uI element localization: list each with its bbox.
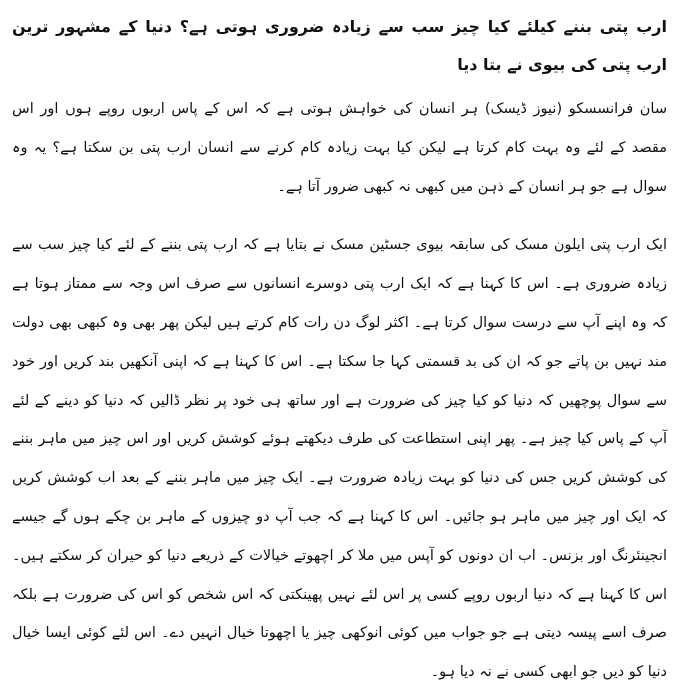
article-paragraph-body: ایک ارب پتی ایلون مسک کی سابقہ بیوی جسٹین مسک نے بتایا ہے کہ ارب پتی بننے کے لئے کیا چیز سب سے زیادہ ضروری ہے۔ اس کا کہنا ہے کہ ایک ارب پتی دوسرے انسانوں سے صرف اس وجہ سے ممتاز ہوتا ہے کہ وہ اپنے آپ سے درست سوال کرتا ہے۔ اکثر لوگ دن رات کام کرتے ہیں لیکن پھر بھی وہ کبھی بھی دولت مند نہیں بن پاتے جو کہ ان کی بد قسمتی کہا جا سکتا ہے۔ اس کا کہنا ہے کہ اپنی آنکھیں بند کریں اور خود سے سوال پوچھیں کہ دنیا کو کیا چیز کی ضرورت ہے اور ساتھ ہی خود پر نظر ڈالیں کہ دنیا کو دینے کے لئے آپ کے پاس کیا چیز ہے۔ پھر اپنی استطاعت کی طرف دیکھتے ہوئے کوشش کریں اور اس چیز میں ماہر بننے کی کوشش کریں جس کی دنیا کو بہت زیادہ ضرورت ہے۔ ایک چیز میں ماہر بننے کے بعد اب کوشش کریں کہ ایک اور چیز میں ماہر ہو جائیں۔ اس کا کہنا ہے کہ جب آپ دو چیزوں کے ماہر بن چکے ہوں گے جیسے انجینئرنگ اور بزنس۔ اب ان دونوں کو آپس میں ملا کر اچھوتے خیالات کے ذریعے دنیا کو حیران کر سکتے ہیں۔ اس کا کہنا ہے کہ دنیا اربوں روپے کسی پر اس لئے نہیں پھینکتی کہ اس شخص کو اس کی ضرورت ہے بلکہ صرف اسے پیسہ دیتی ہے جو جواب میں کوئی انوکھی چیز یا اچھوتا خیال انہیں دے۔ اس لئے کوئی ایسا خیال دنیا کو دیں جو ابھی کسی نے نہ دیا ہو۔ [12,237,667,681]
article [12,8,667,692]
article-paragraph-intro: سان فرانسسکو (نیوز ڈیسک) ہر انسان کی خواہش ہوتی ہے کہ اس کے پاس اربوں روپے ہوں اور اس مقصد کے لئے وہ بہت کام کرتا ہے لیکن کیا بہت زیادہ کام کرنے سے انسان ارب پتی بن سکتا ہے؟ یہ وہ سوال ہے جو ہر انسان کے ذہن میں کبھی نہ کبھی ضرور آتا ہے۔ [12,101,667,195]
article-headline: ارب پتی بننے کیلئے کیا چیز سب سے زیادہ ضروری ہوتی ہے؟ دنیا کے مشہور ترین ارب پتی کی بیوی نے بتا دیا [12,17,667,74]
